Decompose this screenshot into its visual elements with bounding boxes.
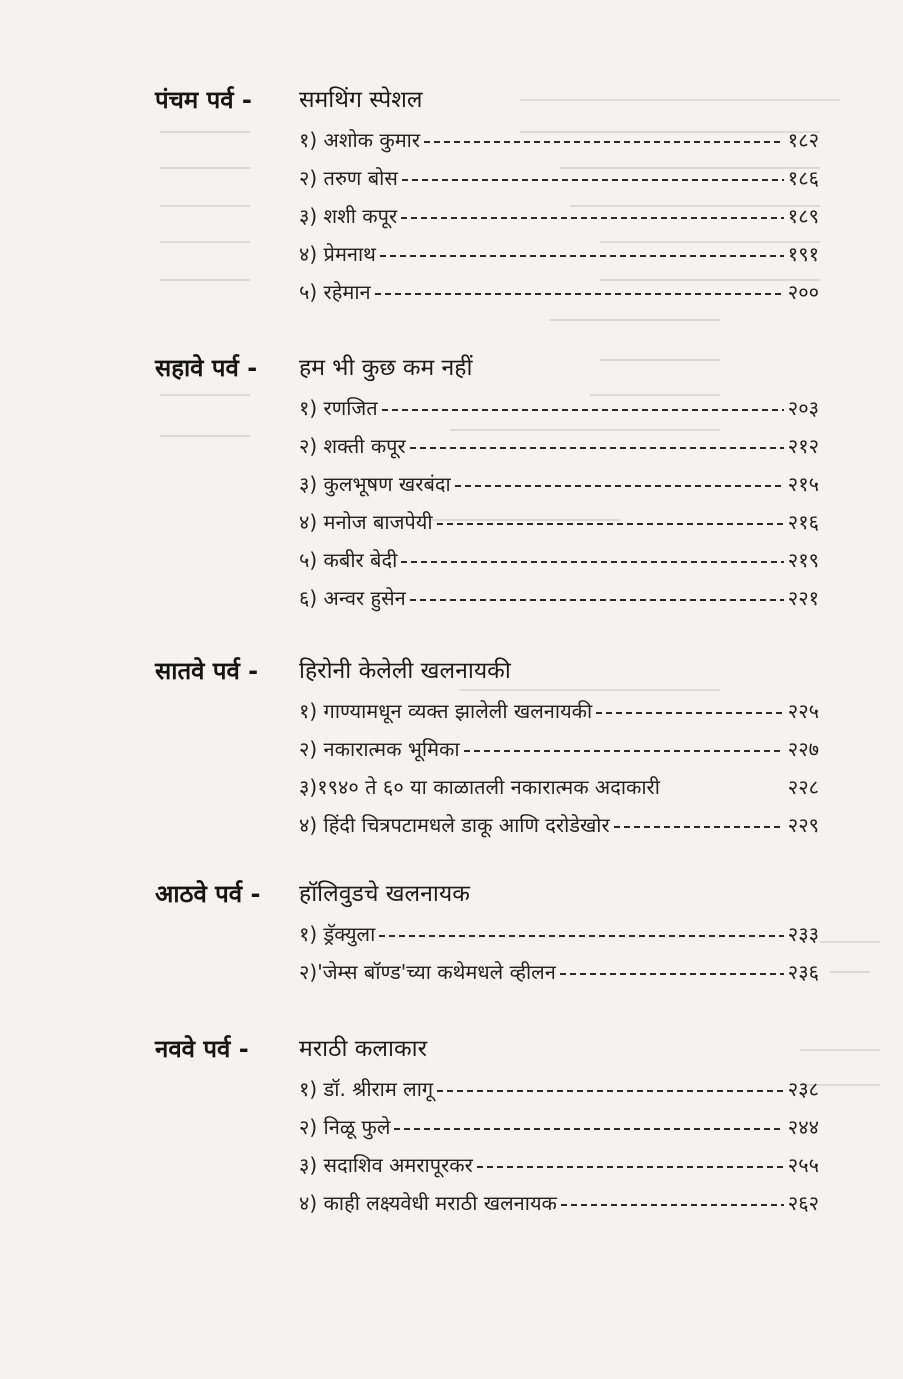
dot-leader [437, 523, 784, 525]
entry-label: ४) प्रेमनाथ [299, 242, 376, 266]
toc-entry [299, 807, 819, 843]
dot-leader [614, 826, 784, 828]
section-header [0, 655, 903, 695]
part-label: सातवे पर्व - [155, 657, 259, 685]
dot-leader [464, 750, 784, 752]
dot-leader [424, 141, 784, 143]
dot-leader [455, 485, 784, 487]
entry-page-number: २२५ [787, 699, 819, 723]
entry-page-number: १९१ [787, 242, 819, 266]
entry-page-number: २१५ [787, 472, 819, 496]
toc-entry [299, 198, 819, 234]
entry-label: १) रणजित [299, 396, 378, 420]
part-label: पंचम पर्व - [155, 86, 252, 114]
entry-page-number: २०३ [787, 396, 819, 420]
entry-page-number: २१६ [787, 510, 819, 534]
entry-label: ३) सदाशिव अमरापूरकर [299, 1153, 473, 1177]
dot-leader [402, 179, 784, 181]
toc-entry [299, 954, 819, 990]
entry-page-number: २२१ [787, 586, 819, 610]
entry-label: १) गाण्यामधून व्यक्त झालेली खलनायकी [299, 699, 593, 723]
dot-leader [666, 788, 782, 790]
dot-leader [437, 1090, 784, 1092]
entry-label: ४) मनोज बाजपेयी [299, 510, 433, 534]
entry-page-number: २५५ [787, 1153, 819, 1177]
toc-entry [299, 1147, 819, 1183]
dot-leader [379, 935, 783, 937]
entry-label: ३) कुलभूषण खरबंदा [299, 472, 451, 496]
dot-leader [561, 1204, 784, 1206]
part-label: नववे पर्व - [155, 1035, 249, 1063]
entry-label: १) अशोक कुमार [299, 128, 421, 152]
part-label: आठवे पर्व - [155, 880, 261, 908]
entry-page-number: १८९ [787, 204, 819, 228]
toc-entry [299, 916, 819, 952]
entry-label: ३) शशी कपूर [299, 204, 398, 228]
section-header [0, 352, 903, 392]
dot-leader [560, 973, 784, 975]
section-title: समथिंग स्पेशल [299, 87, 423, 113]
toc-entry [299, 466, 819, 502]
section-title: हम भी कुछ कम नहीं [299, 355, 473, 381]
dot-leader [410, 447, 784, 449]
dot-leader [375, 293, 784, 295]
entry-label: ४) हिंदी चित्रपटामधले डाकू आणि दरोडेखोर [299, 813, 610, 837]
dot-leader [380, 255, 784, 257]
entry-label: १) डॉ. श्रीराम लागू [299, 1077, 434, 1101]
section-title: हॉलिवुडचे खलनायक [299, 881, 470, 907]
toc-entry [299, 542, 819, 578]
dot-leader [596, 712, 784, 714]
toc-entry [299, 731, 819, 767]
dot-leader [401, 561, 784, 563]
entry-label: ५) रहेमान [299, 280, 371, 304]
toc-entry [299, 769, 819, 805]
toc-entry [299, 1185, 819, 1221]
toc-entry [299, 504, 819, 540]
dot-leader [394, 1128, 783, 1130]
dot-leader [401, 217, 784, 219]
part-label: सहावे पर्व - [155, 354, 258, 382]
entry-page-number: २३३ [787, 922, 819, 946]
toc-entry [299, 580, 819, 616]
section-title: मराठी कलाकार [299, 1036, 427, 1062]
entry-label: २) निळू फुले [299, 1115, 391, 1139]
dot-leader [410, 599, 784, 601]
entry-label: २)'जेम्स बॉण्ड'च्या कथेमधले व्हीलन [299, 960, 556, 984]
entry-page-number: २१२ [787, 434, 819, 458]
dot-leader [382, 409, 784, 411]
entry-page-number: २२८ [787, 775, 819, 799]
entry-page-number: २३८ [787, 1077, 819, 1101]
entry-label: ६) अन्वर हुसेन [299, 586, 406, 610]
entry-page-number: २६२ [787, 1191, 819, 1215]
entry-page-number: १८२ [787, 128, 819, 152]
entry-page-number: २१९ [787, 548, 819, 572]
section-title: हिरोनी केलेली खलनायकी [299, 658, 511, 684]
toc-entry [299, 693, 819, 729]
entry-label: ५) कबीर बेदी [299, 548, 398, 572]
entry-page-number: २०० [787, 280, 819, 304]
section-header [0, 84, 903, 124]
section-header [0, 878, 903, 918]
dot-leader [477, 1166, 784, 1168]
entry-label: २) तरुण बोस [299, 166, 398, 190]
entry-page-number: १८६ [787, 166, 819, 190]
entry-page-number: २२७ [787, 737, 819, 761]
entry-label: २) शक्ती कपूर [299, 434, 406, 458]
section-header [0, 1033, 903, 1073]
toc-entry [299, 274, 819, 310]
toc-entry [299, 160, 819, 196]
toc-entry [299, 1109, 819, 1145]
toc-entry [299, 1071, 819, 1107]
toc-entry [299, 236, 819, 272]
entry-page-number: २४४ [787, 1115, 819, 1139]
toc-entry [299, 428, 819, 464]
entry-page-number: २२९ [787, 813, 819, 837]
entry-label: ४) काही लक्ष्यवेधी मराठी खलनायक [299, 1191, 557, 1215]
entry-label: १) ड्रॅक्युला [299, 922, 376, 946]
entry-page-number: २३६ [787, 960, 819, 984]
toc-entry [299, 122, 819, 158]
entry-label: २) नकारात्मक भूमिका [299, 737, 460, 761]
entry-label: ३)१९४० ते ६० या काळातली नकारात्मक अदाकारी [299, 775, 660, 799]
toc-entry [299, 390, 819, 426]
